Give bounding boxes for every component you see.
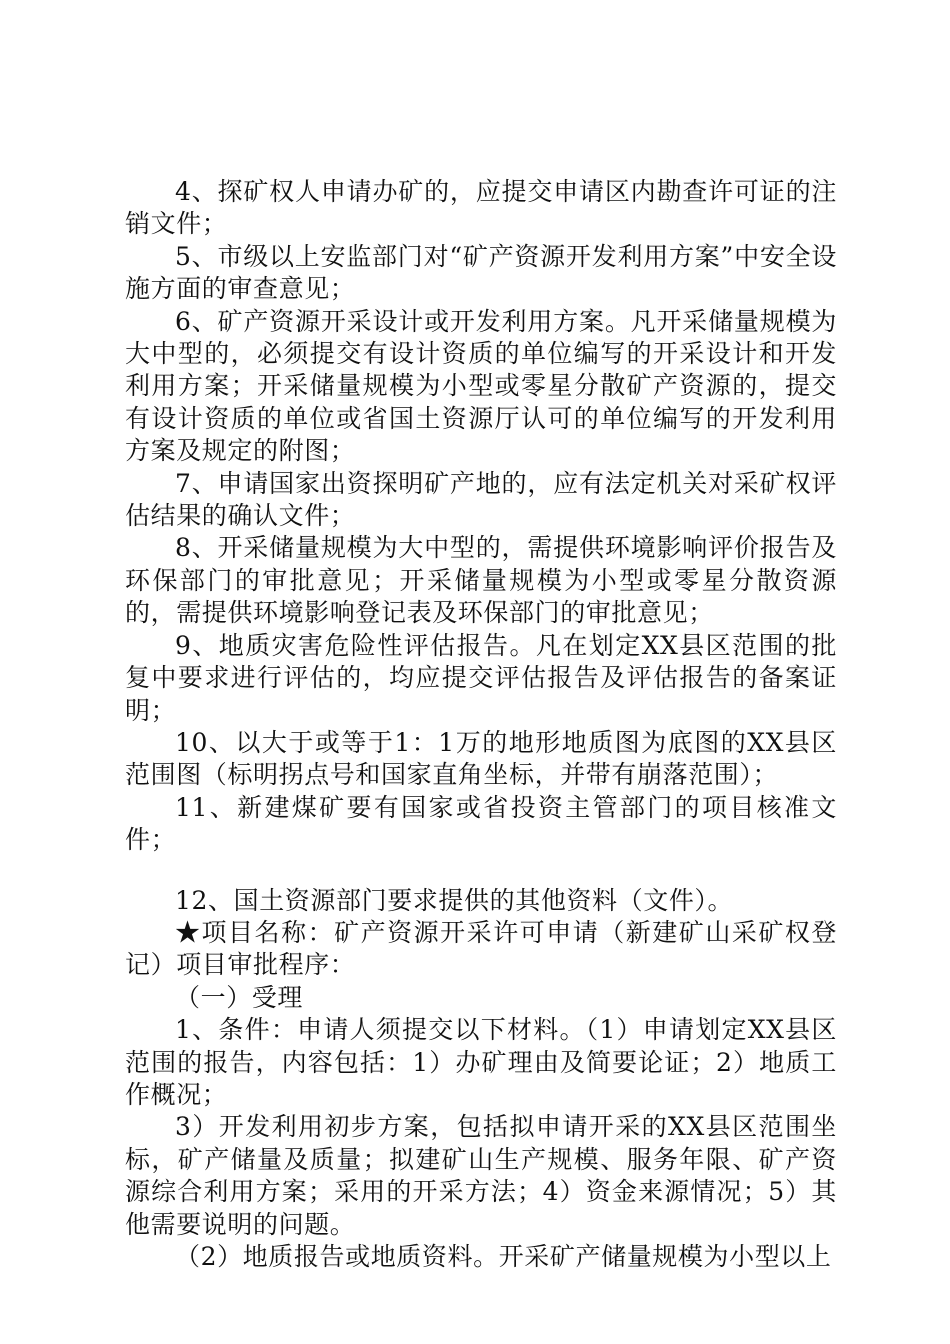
paragraph-conditions: 1、条件：申请人须提交以下材料。（1）申请划定XX县区范围的报告，内容包括：1）办矿理由及简要论证；2）地质工作概况；	[125, 1015, 837, 1109]
section-heading-accept: （一）受理	[175, 982, 304, 1012]
project-name-heading: ★项目名称：矿产资源开采许可申请（新建矿山采矿权登记）项目审批程序：	[125, 917, 837, 980]
document-body	[125, 176, 837, 1273]
paragraph-item-11: 11、新建煤矿要有国家或省投资主管部门的项目核准文件；	[125, 792, 837, 855]
paragraph-item-10: 10、以大于或等于1：1万的地形地质图为底图的XX县区范围图（标明拐点号和国家直角坐标，并带有崩落范围）；	[125, 727, 837, 790]
paragraph-item-7: 7、申请国家出资探明矿产地的，应有法定机关对采矿权评估结果的确认文件；	[125, 468, 837, 531]
paragraph-development-plan: 3）开发利用初步方案，包括拟申请开采的XX县区范围坐标，矿产储量及质量；拟建矿山生产规模、服务年限、矿产资源综合利用方案；采用的开采方法；4）资金来源情况；5）其他需要说明的问题。	[125, 1112, 837, 1239]
paragraph-geology-report: （2）地质报告或地质资料。开采矿产储量规模为小型以上	[175, 1242, 832, 1271]
paragraph-item-5: 5、市级以上安监部门对“矿产资源开发利用方案”中安全设施方面的审查意见；	[125, 241, 837, 304]
paragraph-item-12: 12、国土资源部门要求提供的其他资料（文件）。	[175, 885, 734, 915]
paragraph-item-8: 8、开采储量规模为大中型的，需提供环境影响评价报告及环保部门的审批意见；开采储量规模为小型或零星分散资源的，需提供环境影响登记表及环保部门的审批意见；	[125, 533, 837, 628]
paragraph-item-4: 4、探矿权人申请办矿的，应提交申请区内勘查许可证的注销文件；	[125, 177, 837, 239]
paragraph-item-6: 6、矿产资源开采设计或开发利用方案。凡开采储量规模为大中型的，必须提交有设计资质的单位编写的开采设计和开发利用方案；开采储量规模为小型或零星分散矿产资源的，提交有设计资质的单位或省国土资源厅认可的单位编写的开发利用方案及规定的附图；	[125, 306, 837, 466]
paragraph-item-9: 9、地质灾害危险性评估报告。凡在划定XX县区范围的批复中要求进行评估的，均应提交评估报告及评估报告的备案证明；	[125, 630, 837, 725]
